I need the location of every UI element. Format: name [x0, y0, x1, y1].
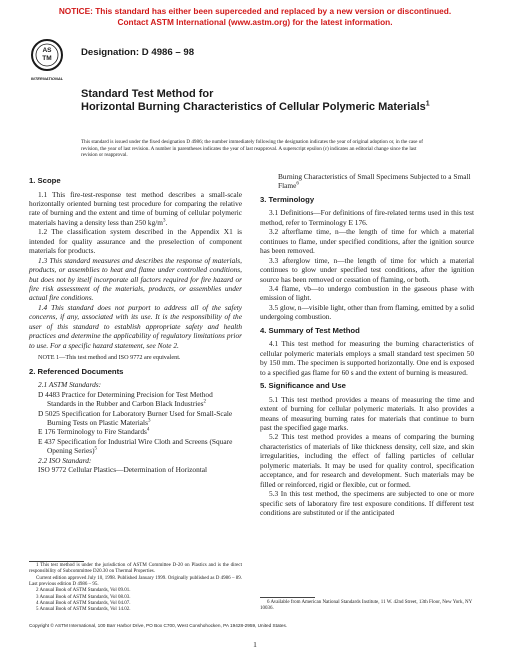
footnote: 3 Annual Book of ASTM Standards, Vol 08.03.	[36, 594, 131, 600]
title-main-text: Horizontal Burning Characteristics of Cellular Polymeric Materials	[81, 101, 426, 113]
paragraph-1-4: 1.4 This standard does not purport to address all of the safety concerns, if any, associated with its use. It is the responsibility of the user of this standard to establish appropriate safety and health practices and determine the applicability of regulatory limitations prior to use. For a specific hazard statement, see Note 2.	[29, 302, 242, 350]
footnotes-right	[260, 600, 474, 613]
designation: Designation: D 4986 – 98	[81, 47, 195, 58]
footnote: 1 This test method is under the jurisdiction of ASTM Committee D-20 on Plastics and is the direct responsibility of Subcommittee D20.30 on Thermal Properties.	[29, 563, 242, 575]
reference-e437: E 437 Specification for Industrial Wire Cloth and Screens (Square Opening Series)$^5$	[38, 436, 233, 456]
notice-banner	[0, 6, 510, 27]
paragraph-2-2: 2.2 ISO Standard:	[38, 455, 92, 465]
footnote: 2 Annual Book of ASTM Standards, Vol 09.01.	[36, 588, 131, 594]
page-number: 1	[253, 640, 257, 649]
paragraph-5-1: 5.1 This test method provides a means of measuring the time and extent of burning for cellular polymeric materials. It also provides a means of measuring burning rates for materials that continue to burn past the specified gage marks.	[260, 394, 474, 433]
footnote-divider-right	[260, 597, 315, 598]
svg-text:AS: AS	[42, 47, 52, 54]
right-column	[260, 172, 474, 518]
footnote-divider-left	[29, 561, 84, 562]
paragraph-4-1: 4.1 This test method for measuring the burning characteristics of cellular polymeric materials employs a small standard test specimen 50 by 150 mm. The specimen is supported horizontally. One end is exposed to a specified gas flame for 60 s and the extent of burning is measured.	[260, 339, 474, 377]
notice-line-2: Contact ASTM International (www.astm.org) for the latest information.	[117, 16, 393, 27]
section-heading-summary: 4. Summary of Test Method	[260, 325, 360, 335]
paragraph-3-1: 3.1 Definitions—For definitions of fire-related terms used in this test method, refer to Terminology E 176.	[260, 208, 474, 227]
section-heading-referenced-documents: 2. Referenced Documents	[29, 366, 124, 376]
footnote: Current edition approved July 10, 1998. Published January 1999. Originally published as D 4986 – 89. Last previous edition D 4986 – 95.	[29, 575, 242, 588]
paragraph-5-2: 5.2 This test method provides a means of comparing the burning characteristics of materials of like thickness density, cell size, and skin irregularities, including the effect of falling particles of cellular polymeric materials. It may be used for quality control, specification acceptance, and for research and development. Such materials may be filled or reinforced, rigid or flexible, cut or formed.	[260, 432, 474, 489]
astm-logo-icon	[29, 37, 65, 83]
paragraph-5-3: 5.3 In this test method, the specimens are subjected to one or more specific sets of laboratory fire test exposure conditions. If different test conditions are substituted or if the anticipated	[260, 489, 474, 518]
left-column	[29, 172, 242, 475]
paragraph-3-4: 3.4 flame, vb—to undergo combustion in the gaseous phase with emission of light.	[260, 284, 474, 303]
title-main	[81, 101, 481, 114]
footnote: 4 Annual Book of ASTM Standards, Vol 04.07.	[36, 601, 131, 607]
notice-line-1: NOTICE: This standard has either been superceded and replaced by a new version or discontinued.	[58, 6, 452, 16]
paragraph-1-1: 1.1 This fire-test-response test method describes a small-scale horizontally oriented burning test procedure for comparing the relative rate of burning and the extent and time of burning of cellular polymeric materials having a density less than 250 $kg/m^3$.	[29, 189, 242, 227]
footnotes-left	[29, 563, 242, 614]
paragraph-3-2: 3.2 afterflame time, n—the length of time for which a material continues to flame, under specified conditions, after the ignition source has been removed.	[260, 227, 474, 256]
paragraph-2-1: 2.1 ASTM Standards:	[38, 380, 102, 390]
logo-caption: INTERNATIONAL	[30, 76, 64, 81]
preamble: This standard is issued under the fixed designation D 4986; the number immediately following the designation indicates the year of original adoption or, in the case of revision, the year of last revision. A number in parentheses indicates the year of last reapproval. A superscript epsilon (ε) indicates an editorial change since the last revision or reapproval.	[81, 139, 423, 158]
copyright-line: Copyright © ASTM International, 100 Barr Harbor Drive, PO Box C700, West Conshohocken, PA 19428-2959, United States.	[29, 623, 288, 628]
title-footnote-mark: 1	[425, 100, 430, 108]
paragraph-3-3: 3.3 afterglow time, n—the length of time for which a material continues to glow under specified test conditions, after the ignition source has been removed or cessation of flaming, or both.	[260, 255, 474, 284]
note-1: NOTE 1—This test method and ISO 9772 are equivalent.	[38, 354, 181, 362]
footnote: 6 Available from American National Standards Institute, 11 W. 42nd Street, 13th Floor, New York, NY 10036.	[260, 600, 473, 612]
paragraph-3-5: 3.5 glow, n—visible light, other than from flaming, emitted by a solid undergoing combustion.	[260, 302, 474, 322]
footnote: 5 Annual Book of ASTM Standards, Vol 14.02.	[36, 607, 131, 613]
reference-iso9772-cont: Burning Characteristics of Small Specimens Subjected to a Small Flame$^6$	[278, 172, 471, 191]
section-heading-scope: 1. Scope	[29, 176, 61, 185]
section-heading-terminology: 3. Terminology	[260, 194, 315, 204]
paragraph-1-3: 1.3 This standard measures and describes the response of materials, products, or assemblies to heat and flame under controlled conditions, but does not by itself incorporate all factors required for fire hazard or fire risk assessment of the materials, products, or assemblies under actual fire conditions.	[29, 255, 242, 303]
document-title	[81, 88, 481, 114]
svg-text:TM: TM	[42, 55, 52, 62]
reference-iso9772: ISO 9772 Cellular Plastics—Determination of Horizontal	[38, 465, 208, 475]
paragraph-1-2: 1.2 The classification system described in the Appendix X1 is intended for quality assurance and the preselection of component materials for products.	[29, 227, 242, 256]
reference-d4483: D 4483 Practice for Determining Precision for Test Method Standards in the Rubber and Carbon Black Industries$^2$	[38, 389, 213, 409]
title-standard: Standard Test Method for	[81, 88, 214, 100]
reference-e176: E 176 Terminology to Fire Standards$^4$	[38, 427, 150, 437]
section-heading-significance: 5. Significance and Use	[260, 381, 346, 391]
reference-d5025: D 5025 Specification for Laboratory Burner Used for Small-Scale Burning Tests on Plastic Materials$^3$	[38, 408, 233, 427]
